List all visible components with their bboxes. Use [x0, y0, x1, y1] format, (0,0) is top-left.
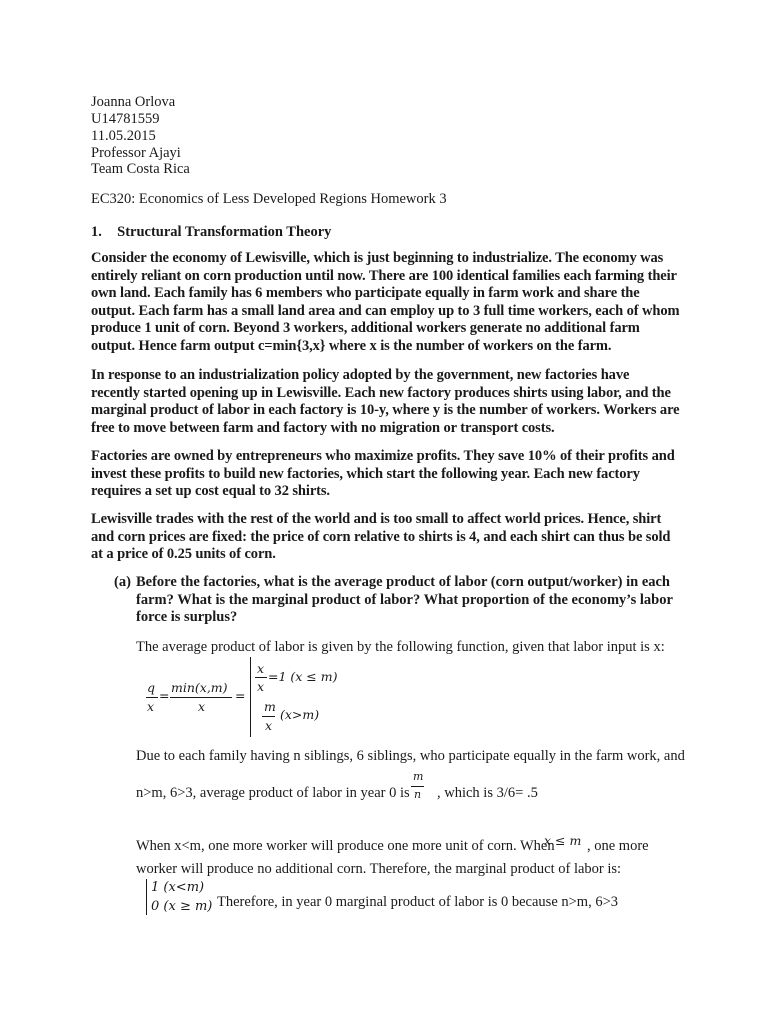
- paragraph-4: Lewisville trades with the rest of the world and is too small to affect world prices. Hence, shirt and corn prices are fixed: the price of corn relative to shirts is 4, and each shirt can thus be sold at a price of 0.25 units of corn.: [91, 511, 671, 563]
- paragraph-2: In response to an industrialization policy adopted by the government, new factories have recently started opening up in Lewisville. Each new factory produces shirts using labor, and the marginal product of labor in each factory is 10-y, where y is the number of workers. Workers are free to move between farm and factory with no migration or transport costs.: [91, 367, 680, 436]
- fraction-bar: [146, 697, 158, 698]
- formula-min: min(x,m): [171, 680, 228, 695]
- case1-den: x: [257, 679, 265, 694]
- formula-x: x: [147, 699, 155, 714]
- answer-line-3-end: , which is 3/6= .5: [437, 785, 538, 801]
- team: Team Costa Rica: [91, 161, 190, 177]
- fraction-bar: [255, 677, 267, 678]
- case2-rest: (x>m): [280, 707, 320, 722]
- answer-line-3-start: n>m, 6>3, average product of labor in year 0 is: [136, 785, 410, 801]
- paragraph-3: Factories are owned by entrepreneurs who maximize profits. They save 10% of their profits and invest these profits to build new factories, which start the following year. Each new factory requires a set up cost equal to 32 shirts.: [91, 448, 675, 500]
- formula-x-den: x: [198, 699, 206, 714]
- formula-equals-1: =: [159, 688, 170, 703]
- formula-q: q: [147, 680, 156, 695]
- date: 11.05.2015: [91, 128, 156, 144]
- mpl-case-2: 0 (x ≥ m): [151, 899, 213, 914]
- student-id: U14781559: [91, 111, 160, 127]
- case2-den: x: [265, 718, 273, 733]
- professor: Professor Ajayi: [91, 145, 181, 161]
- mpl-case-1: 1 (x<m): [151, 880, 205, 895]
- frac-m: m: [413, 770, 424, 783]
- piecewise-brace: [250, 657, 251, 737]
- author-name: Joanna Orlova: [91, 94, 176, 110]
- answer-line-4-end: , one more: [587, 838, 649, 854]
- case2-num: m: [264, 699, 276, 714]
- question-label: (a): [114, 574, 131, 590]
- case1-num: x: [257, 661, 265, 676]
- answer-line-1: The average product of labor is given by the following function, given that labor input is x:: [136, 639, 665, 655]
- section-number: 1.: [91, 224, 102, 240]
- answer-line-4-start: When x<m, one more worker will produce one more unit of corn. When: [136, 838, 555, 854]
- paragraph-1: Consider the economy of Lewisville, which is just beginning to industrialize. The economy was entirely reliant on corn production until now. There are 100 identical families each farming their own land. Each family has 6 members who participate equally in farm work and share the output. Each farm has a small land area and can employ up to 3 full time workers, each of whom produce 1 unit of corn. Beyond 3 workers, additional workers generate no additional farm output. Hence farm output c=min{3,x} where x is the number of workers on the farm.: [91, 250, 680, 354]
- question-text: Before the factories, what is the average product of labor (corn output/worker) in each farm? What is the marginal product of labor? What proportion of the economy’s labor force is surplus?: [136, 574, 673, 626]
- section-heading: [91, 224, 331, 241]
- answer-line-5: worker will produce no additional corn. Therefore, the marginal product of labor is:: [136, 861, 622, 877]
- course-title: EC320: Economics of Less Developed Regions Homework 3: [91, 191, 447, 207]
- answer-line-2: Due to each family having n siblings, 6 siblings, who participate equally in the farm work, and: [136, 748, 685, 764]
- fraction-bar: [262, 716, 275, 717]
- section-title: Structural Transformation Theory: [117, 224, 332, 240]
- answer-line-6: Therefore, in year 0 marginal product of labor is 0 because n>m, 6>3: [217, 894, 619, 910]
- fraction-bar: [170, 697, 232, 698]
- fraction-bar: [411, 786, 424, 787]
- frac-n: n: [414, 788, 422, 801]
- inline-math-x-le-m: x ≤ m: [544, 833, 582, 848]
- case1-rest: =1 (x ≤ m): [268, 669, 338, 684]
- formula-equals-2: =: [235, 688, 246, 703]
- mpl-brace: [146, 879, 147, 915]
